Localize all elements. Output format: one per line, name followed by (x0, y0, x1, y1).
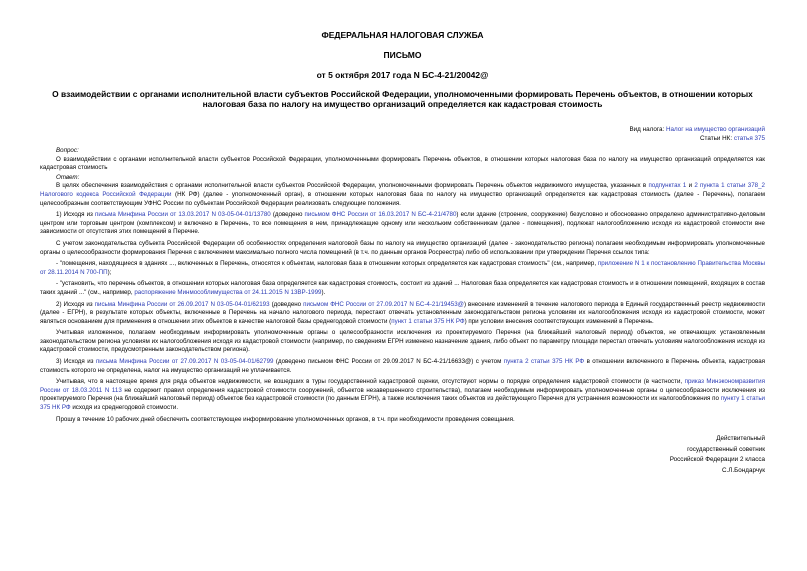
paragraph-8 (40, 358, 765, 375)
paragraph-text: - "установить, что перечень объектов, в отношении которых налоговая база определяется как кадастровая стоимость, состоит из зданий ... Налоговая база определяется как кадастровая стоимость и в отношении помещений, входящих в состав таких зданий ..." (см., например, (40, 280, 765, 296)
link-minmosoblimushchestvo[interactable]: распоряжение Минмособлимущества от 24.11.2015 N 13ВР-1999 (134, 288, 322, 296)
answer-label: Ответ: (56, 173, 80, 181)
paragraph-text: ). (321, 288, 326, 296)
link-minekonom-113[interactable]: приказ Минэкономразвития России от 18.03.2011 N 113 (40, 378, 765, 394)
paragraph-text: ) если здание (строение, сооружение) безусловно и обоснованно определено административно-деловым центром или торговым центром (комплексом) и включено в Перечень, то все помещения в нем, принадлежащие одному или нескольким собственникам (далее - помещения), подлежат налогообложению исходя из кадастровой стоимости вне зависимости от отсутствия этих помещений в Перечне. (40, 211, 765, 236)
paragraph-text: ); (107, 268, 112, 276)
paragraph-text: в отношении включенного в Перечень объекта, кадастровая стоимость которого не определена, налог на имущество организаций не уплачивается. (40, 358, 765, 374)
link-article-375-p1[interactable]: пункт 1 статьи 375 НК РФ (391, 317, 465, 325)
paragraph-text: не содержит правил определения кадастровой стоимости сооружений, объектов незавершенного строительства), полагаем необходимым информировать уполномоченные органы о целесообразности исключения из проектируемого Перечня (на ближайший налоговый период) объектов без кадастровой стоимости (по данным ЕГРН), а также исключения таких объектов из действующего Перечня для устранения возможности их налогообложения по (40, 386, 765, 403)
paragraph-text: исходя из среднегодовой стоимости. (70, 404, 179, 412)
paragraph-7: Учитывая изложенное, полагаем необходимым информировать уполномоченные органы о целесообразности исключения из проектируемого Перечня (на ближайший налоговый период) объектов, не отвечающих установленным законодательством региона условиям их налогообложения исходя из кадастровой стоимости (например, по сведениям ЕГРН изменено назначение здания, либо объект по параметру площади перестал отвечать условиям налогообложения исходя из кадастровой стоимости, предусмотренным законодательством региона). (40, 329, 765, 354)
paragraph-text: и (686, 182, 695, 190)
tax-type-label: Вид налога: (629, 126, 666, 133)
nk-articles-link[interactable]: статья 375 (733, 135, 765, 142)
paragraph-4 (40, 260, 765, 277)
document-title: О взаимодействии с органами исполнительной власти субъектов Российской Федерации, уполномоченными формировать Перечень объектов, в отношении которых налоговая база по налогу на имущество организаций определяется как кадастровая стоимость (52, 89, 753, 109)
paragraph-text: ) внесение изменений в течение налогового периода в Единый государственный реестр недвижимости (далее - ЕГРН), в результате которых объекты, включенные в Перечень на начало налогового периода, перестают отвечать установленным законодательством региона условиям их налогообложения исходя из кадастровой стоимости, может являться основанием для применения в отношении этих объектов в качестве налоговой базы среднегодовой стоимости ( (40, 300, 765, 325)
paragraph-text: - "помещения, находящиеся в зданиях ..., включенных в Перечень, относятся к объектам, налоговая база в отношении которых определяется как кадастровая стоимость" (см., например, (56, 260, 598, 268)
document-body (40, 147, 765, 424)
link-minfin-13780[interactable]: письма Минфина России от 13.03.2017 N 03-05-04-01/13780 (95, 211, 271, 219)
signature-block (40, 434, 765, 476)
link-fns-4780[interactable]: письмом ФНС России от 16.03.2017 N БС-4-21/4780 (304, 211, 457, 219)
signature-line-1: Действительный (716, 435, 765, 443)
document-type: ПИСЬМО (383, 50, 422, 60)
paragraph-3: С учетом законодательства субъекта Российской Федерации об особенностях определения налоговой базы по налогу на имущество организаций (далее - законодательство региона) полагаем необходимым информировать уполномоченные органы о целесообразности формирования Перечня с включением максимально полного числа помещений (в т.ч. по данным органов Росреестра) либо об использовании при утверждении Перечня ссылок типа: (40, 239, 765, 256)
nk-articles-line (40, 134, 765, 143)
paragraph-text: ) при условии внесения соответствующих изменений в Перечень. (464, 317, 654, 325)
question-label: Вопрос: (56, 147, 79, 154)
link-minfin-62193[interactable]: письма Минфина России от 26.09.2017 N 03-05-04-01/62193 (94, 300, 270, 308)
agency-heading: ФЕДЕРАЛЬНАЯ НАЛОГОВАЯ СЛУЖБА (321, 30, 484, 40)
link-article-375-p2[interactable]: пункта 2 статьи 375 НК РФ (503, 358, 585, 366)
paragraph-text: Учитывая, что в настоящее время для ряда объектов недвижимости, не вошедших в туры государственной кадастровой оценки, отсутствуют нормы о порядке определения кадастровой стоимости (в частности, (56, 378, 685, 386)
link-moscow-700pp[interactable]: приложение N 1 к постановлению Правительства Москвы от 28.11.2014 N 700-ПП (40, 260, 765, 276)
paragraph-1 (40, 182, 765, 208)
paragraph-text: 2) Исходя из (56, 300, 95, 308)
paragraph-text: 1) Исходя из (56, 211, 96, 219)
link-fns-19453[interactable]: письмом ФНС России от 27.09.2017 N БС-4-21/19453@ (303, 300, 464, 308)
paragraph-2 (40, 211, 765, 237)
document-date-number: от 5 октября 2017 года N БС-4-21/20042@ (316, 70, 489, 80)
paragraph-text: (доведено (269, 300, 304, 308)
link-subparagraph-1[interactable]: подпунктах 1 (648, 182, 687, 190)
nk-articles-label: Статьи НК: (699, 135, 734, 142)
link-article-375-p1-b[interactable]: пункту 1 статьи 375 НК РФ (40, 395, 765, 412)
paragraph-6 (40, 301, 765, 327)
paragraph-text: (доведено (270, 211, 305, 219)
paragraph-text: В целях обеспечения взаимодействия с органами исполнительной власти субъектов Российской Федерации, уполномоченными формировать Перечень объектов недвижимого имущества, указанных в (56, 182, 649, 190)
link-minfin-62799[interactable]: письма Минфина России от 27.09.2017 N 03-05-04-01/62799 (95, 358, 274, 366)
paragraph-text: (НК РФ) (далее - уполномоченный орган), в отношении которых налоговая база по налогу на имущество организаций определяется как кадастровая стоимость (далее - Перечень), полагаем целесообразным соответствующим УФНС России по субъектам Российской Федерации реализовать следующие положения. (40, 190, 765, 207)
tax-type-link[interactable]: Налог на имущество организаций (666, 126, 765, 133)
signatory-name: С.Л.Бондарчук (721, 466, 765, 474)
paragraph-10: Прошу в течение 10 рабочих дней обеспечить соответствующее информирование уполномоченных органов, в т.ч. при необходимости проведения совещания. (56, 415, 515, 423)
paragraph-text: (доведено письмом ФНС России от 29.09.2017 N БС-4-21/16633@) с учетом (273, 358, 504, 366)
question-text: О взаимодействии с органами исполнительной власти субъектов Российской Федерации, уполномоченными формировать Перечень объектов, в отношении которых налоговая база по налогу на имущество организаций определяется как кадастровая стоимость (40, 155, 765, 172)
tax-type-line (40, 125, 765, 134)
signature-line-3: Российской Федерации 2 класса (669, 456, 765, 464)
paragraph-text: 3) Исходя из (56, 358, 96, 366)
paragraph-5 (40, 280, 765, 297)
link-article-378-2[interactable]: 2 пункта 1 статьи 378_2 Налогового кодекса Российской Федерации (40, 182, 765, 198)
paragraph-9 (40, 378, 765, 412)
signature-line-2: государственный советник (687, 445, 765, 453)
